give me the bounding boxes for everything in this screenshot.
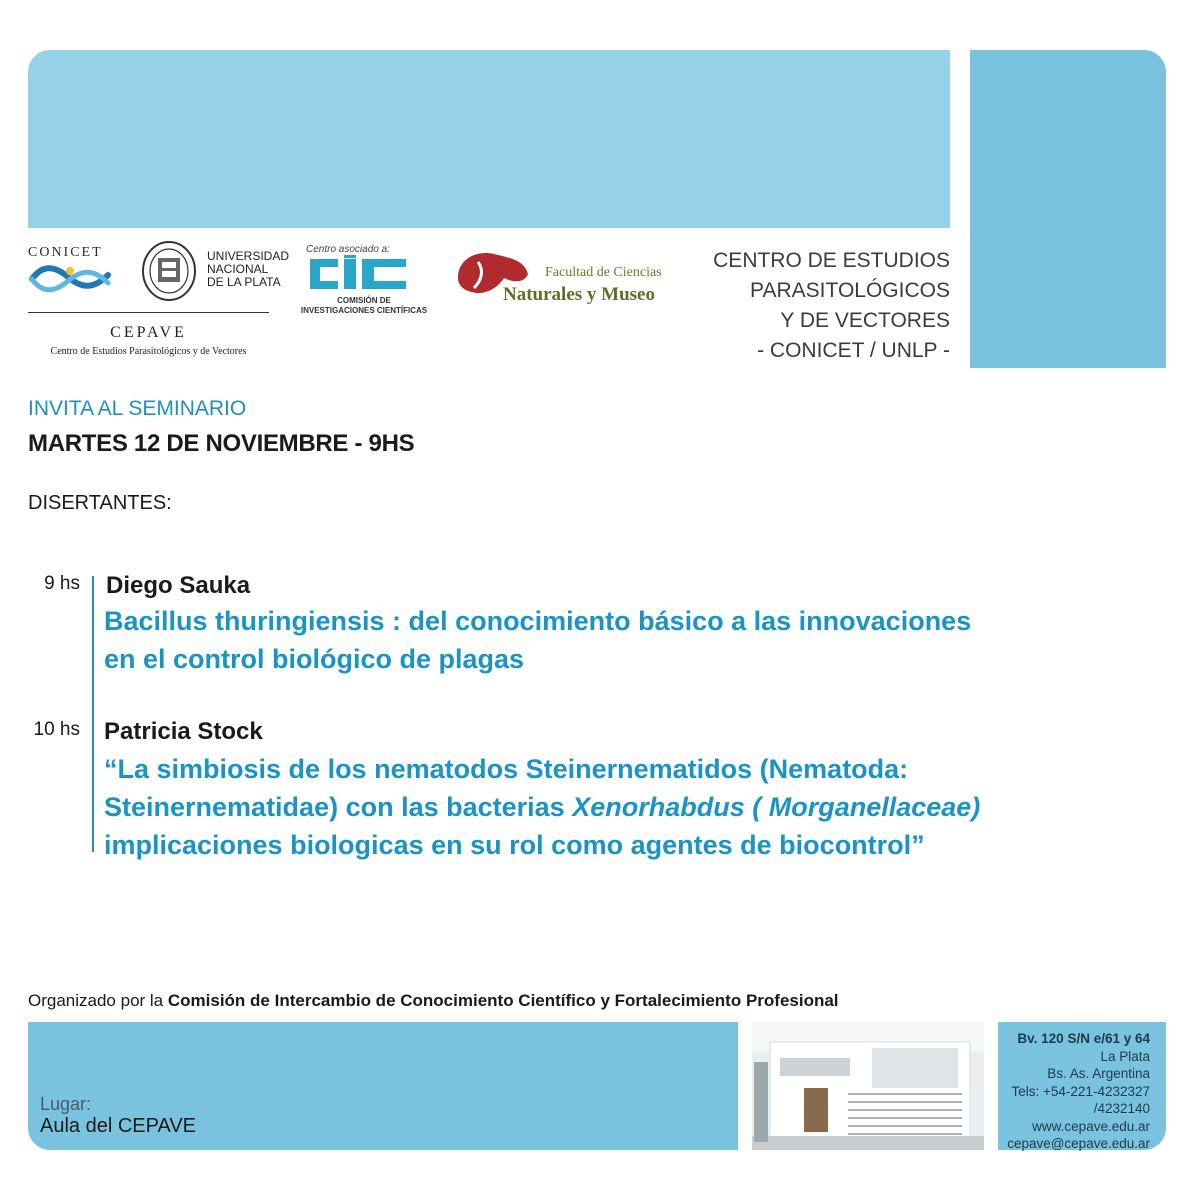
organizer-line (28, 991, 839, 1011)
seminar-date: MARTES 12 DE NOVIEMBRE - 9HS (28, 430, 415, 457)
cic-logo-icon (306, 255, 410, 293)
speaker-name: Patricia Stock (104, 718, 263, 745)
talk-title-italic-segment: Xenorhabdus ( Morganellaceae) (572, 792, 981, 822)
fcnym-wordmark-line2: Naturales y Museo (503, 284, 655, 305)
building-photo (752, 1022, 984, 1150)
address-email: cepave@cepave.edu.ar (1007, 1136, 1150, 1151)
cepave-fullname: Centro de Estudios Parasitológicos y de Vectores (50, 346, 247, 357)
address-phone: Tels: +54-221-4232327 (1011, 1083, 1150, 1099)
cic-line: COMISIÓN DE (337, 296, 391, 305)
talk-title-segment: Steinernematidae) con las bacterias (104, 792, 573, 822)
talk-title (104, 602, 1104, 678)
center-name (650, 246, 950, 366)
organizer-prefix: Organizado por la (28, 991, 168, 1010)
fcnym-wordmark-line1: Facultad de Ciencias (545, 265, 662, 280)
conicet-wordmark: CONICET (28, 245, 103, 260)
logos-divider (28, 312, 269, 313)
cic-wordmark (296, 296, 432, 316)
unlp-seal-icon (140, 240, 198, 302)
organizer-name: Comisión de Intercambio de Conocimiento Científico y Fortalecimiento Profesional (167, 991, 839, 1010)
talk-title (104, 750, 1164, 864)
unlp-wordmark (207, 250, 289, 289)
center-name-line: - CONICET / UNLP - (757, 339, 950, 362)
top-banner (28, 50, 950, 228)
unlp-line: DE LA PLATA (207, 275, 281, 289)
conicet-wave-icon (28, 261, 113, 295)
center-name-line: CENTRO DE ESTUDIOS (713, 249, 950, 272)
talk-title-line (104, 788, 1164, 826)
cepave-acronym: CEPAVE (110, 324, 187, 341)
venue-value: Aula del CEPAVE (40, 1115, 197, 1137)
cic-associated-label: Centro asociado a: (306, 244, 390, 255)
venue-label: Lugar: (40, 1094, 92, 1114)
address-street: Bv. 120 S/N e/61 y 64 (1017, 1031, 1150, 1046)
unlp-line: UNIVERSIDAD (207, 249, 290, 263)
address-region: Bs. As. Argentina (1047, 1066, 1150, 1081)
right-blue-panel (970, 50, 1166, 368)
address-city: La Plata (1100, 1048, 1150, 1064)
conicet-logo (28, 245, 113, 297)
talk-title-line: implicaciones biologicas en su rol como agentes de biocontrol” (104, 830, 925, 860)
timeline-line (92, 576, 94, 852)
talk-title-line: “La simbiosis de los nematodos Steinernematidos (Nematoda: (104, 754, 909, 784)
address-info (998, 1030, 1150, 1153)
talk-title-line: en el control biológico de plagas (104, 644, 525, 674)
speaker-name: Diego Sauka (106, 572, 251, 599)
talk-time: 10 hs (33, 719, 80, 740)
unlp-line: NACIONAL (207, 262, 269, 276)
address-phone-alt: /4232140 (1093, 1101, 1150, 1116)
center-name-line: Y DE VECTORES (780, 309, 950, 332)
speakers-label: DISERTANTES: (28, 492, 172, 514)
invite-label: INVITA AL SEMINARIO (28, 397, 247, 420)
center-name-line: PARASITOLÓGICOS (750, 279, 950, 302)
address-web: www.cepave.edu.ar (1032, 1118, 1150, 1134)
cic-line: INVESTIGACIONES CIENTÍFICAS (300, 306, 428, 315)
talk-time: 9 hs (44, 573, 80, 594)
talk-title-line: Bacillus thuringiensis : del conocimiento básico a las innovaciones (104, 606, 972, 636)
